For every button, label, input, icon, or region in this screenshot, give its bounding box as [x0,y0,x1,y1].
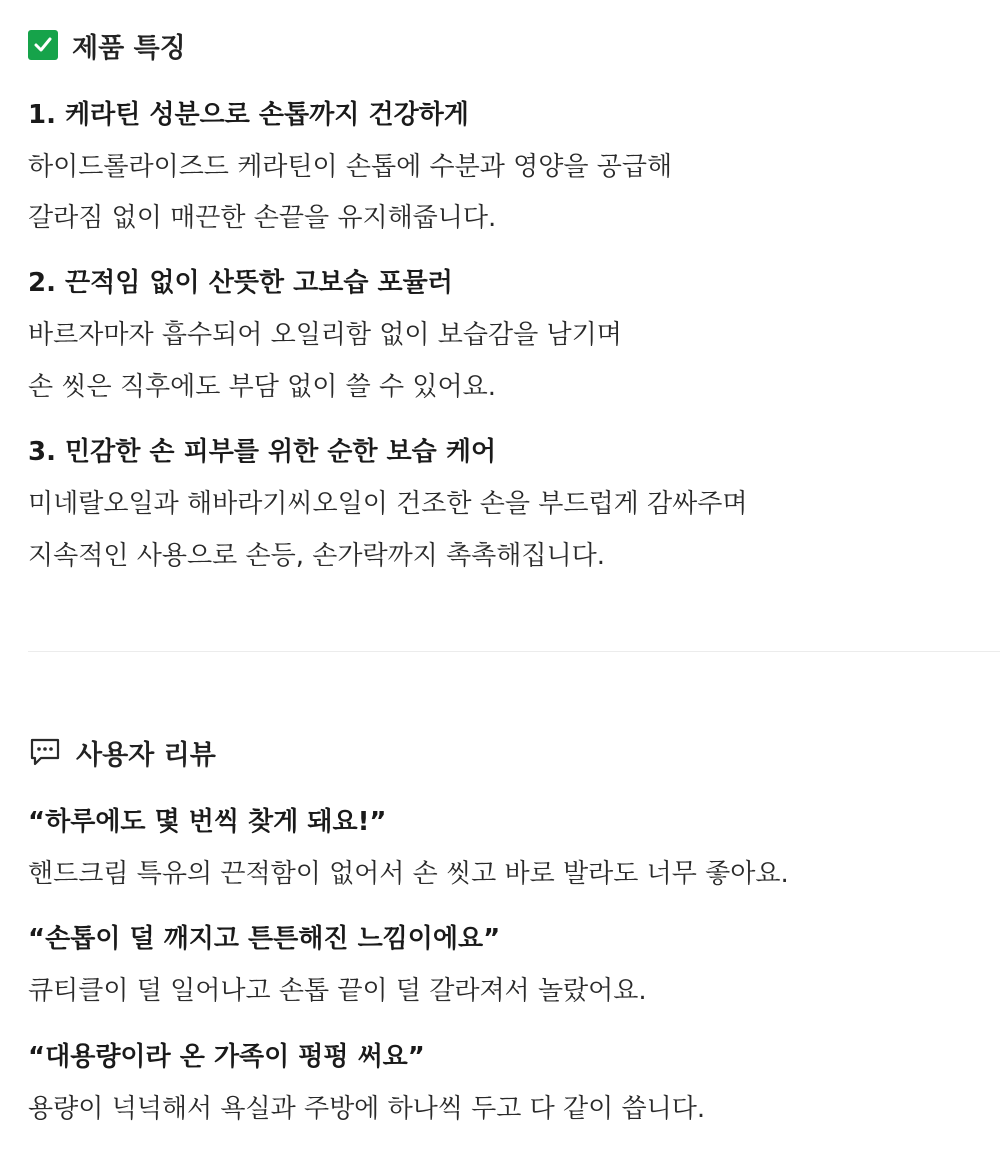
feature-description-line: 하이드롤라이즈드 케라틴이 손톱에 수분과 영양을 공급해 [28,152,673,182]
review-quote: “대용량이라 온 가족이 펑펑 써요” [28,1042,425,1072]
section-divider [28,651,1000,652]
review-text: 용량이 넉넉해서 욕실과 주방에 하나씩 두고 다 같이 씁니다. [28,1094,706,1124]
feature-description-line: 갈라짐 없이 매끈한 손끝을 유지해줍니다. [28,203,497,233]
feature-title: 3. 민감한 손 피부를 위한 순한 보습 케어 [28,437,497,467]
features-heading-label: 제품 특징 [72,32,186,64]
chat-bubble-icon [28,736,62,768]
features-heading [28,27,186,63]
feature-title: 2. 끈적임 없이 산뜻한 고보습 포뮬러 [28,268,453,298]
reviews-heading-label: 사용자 리뷰 [76,739,216,771]
feature-description-line: 손 씻은 직후에도 부담 없이 쓸 수 있어요. [28,372,496,402]
feature-description-line: 지속적인 사용으로 손등, 손가락까지 촉촉해집니다. [28,541,606,571]
feature-description-line: 바르자마자 흡수되어 오일리함 없이 보습감을 남기며 [28,320,622,350]
review-text: 큐티클이 덜 일어나고 손톱 끝이 덜 갈라져서 놀랐어요. [28,976,647,1006]
review-quote: “하루에도 몇 번씩 찾게 돼요!” [28,807,387,837]
feature-description-line: 미네랄오일과 해바라기씨오일이 건조한 손을 부드럽게 감싸주며 [28,489,748,519]
review-text: 핸드크림 특유의 끈적함이 없어서 손 씻고 바로 발라도 너무 좋아요. [28,859,789,889]
review-quote: “손톱이 덜 깨지고 튼튼해진 느낌이에요” [28,924,501,954]
check-box-icon [28,30,58,60]
reviews-heading [28,734,216,770]
feature-title: 1. 케라틴 성분으로 손톱까지 건강하게 [28,100,469,130]
